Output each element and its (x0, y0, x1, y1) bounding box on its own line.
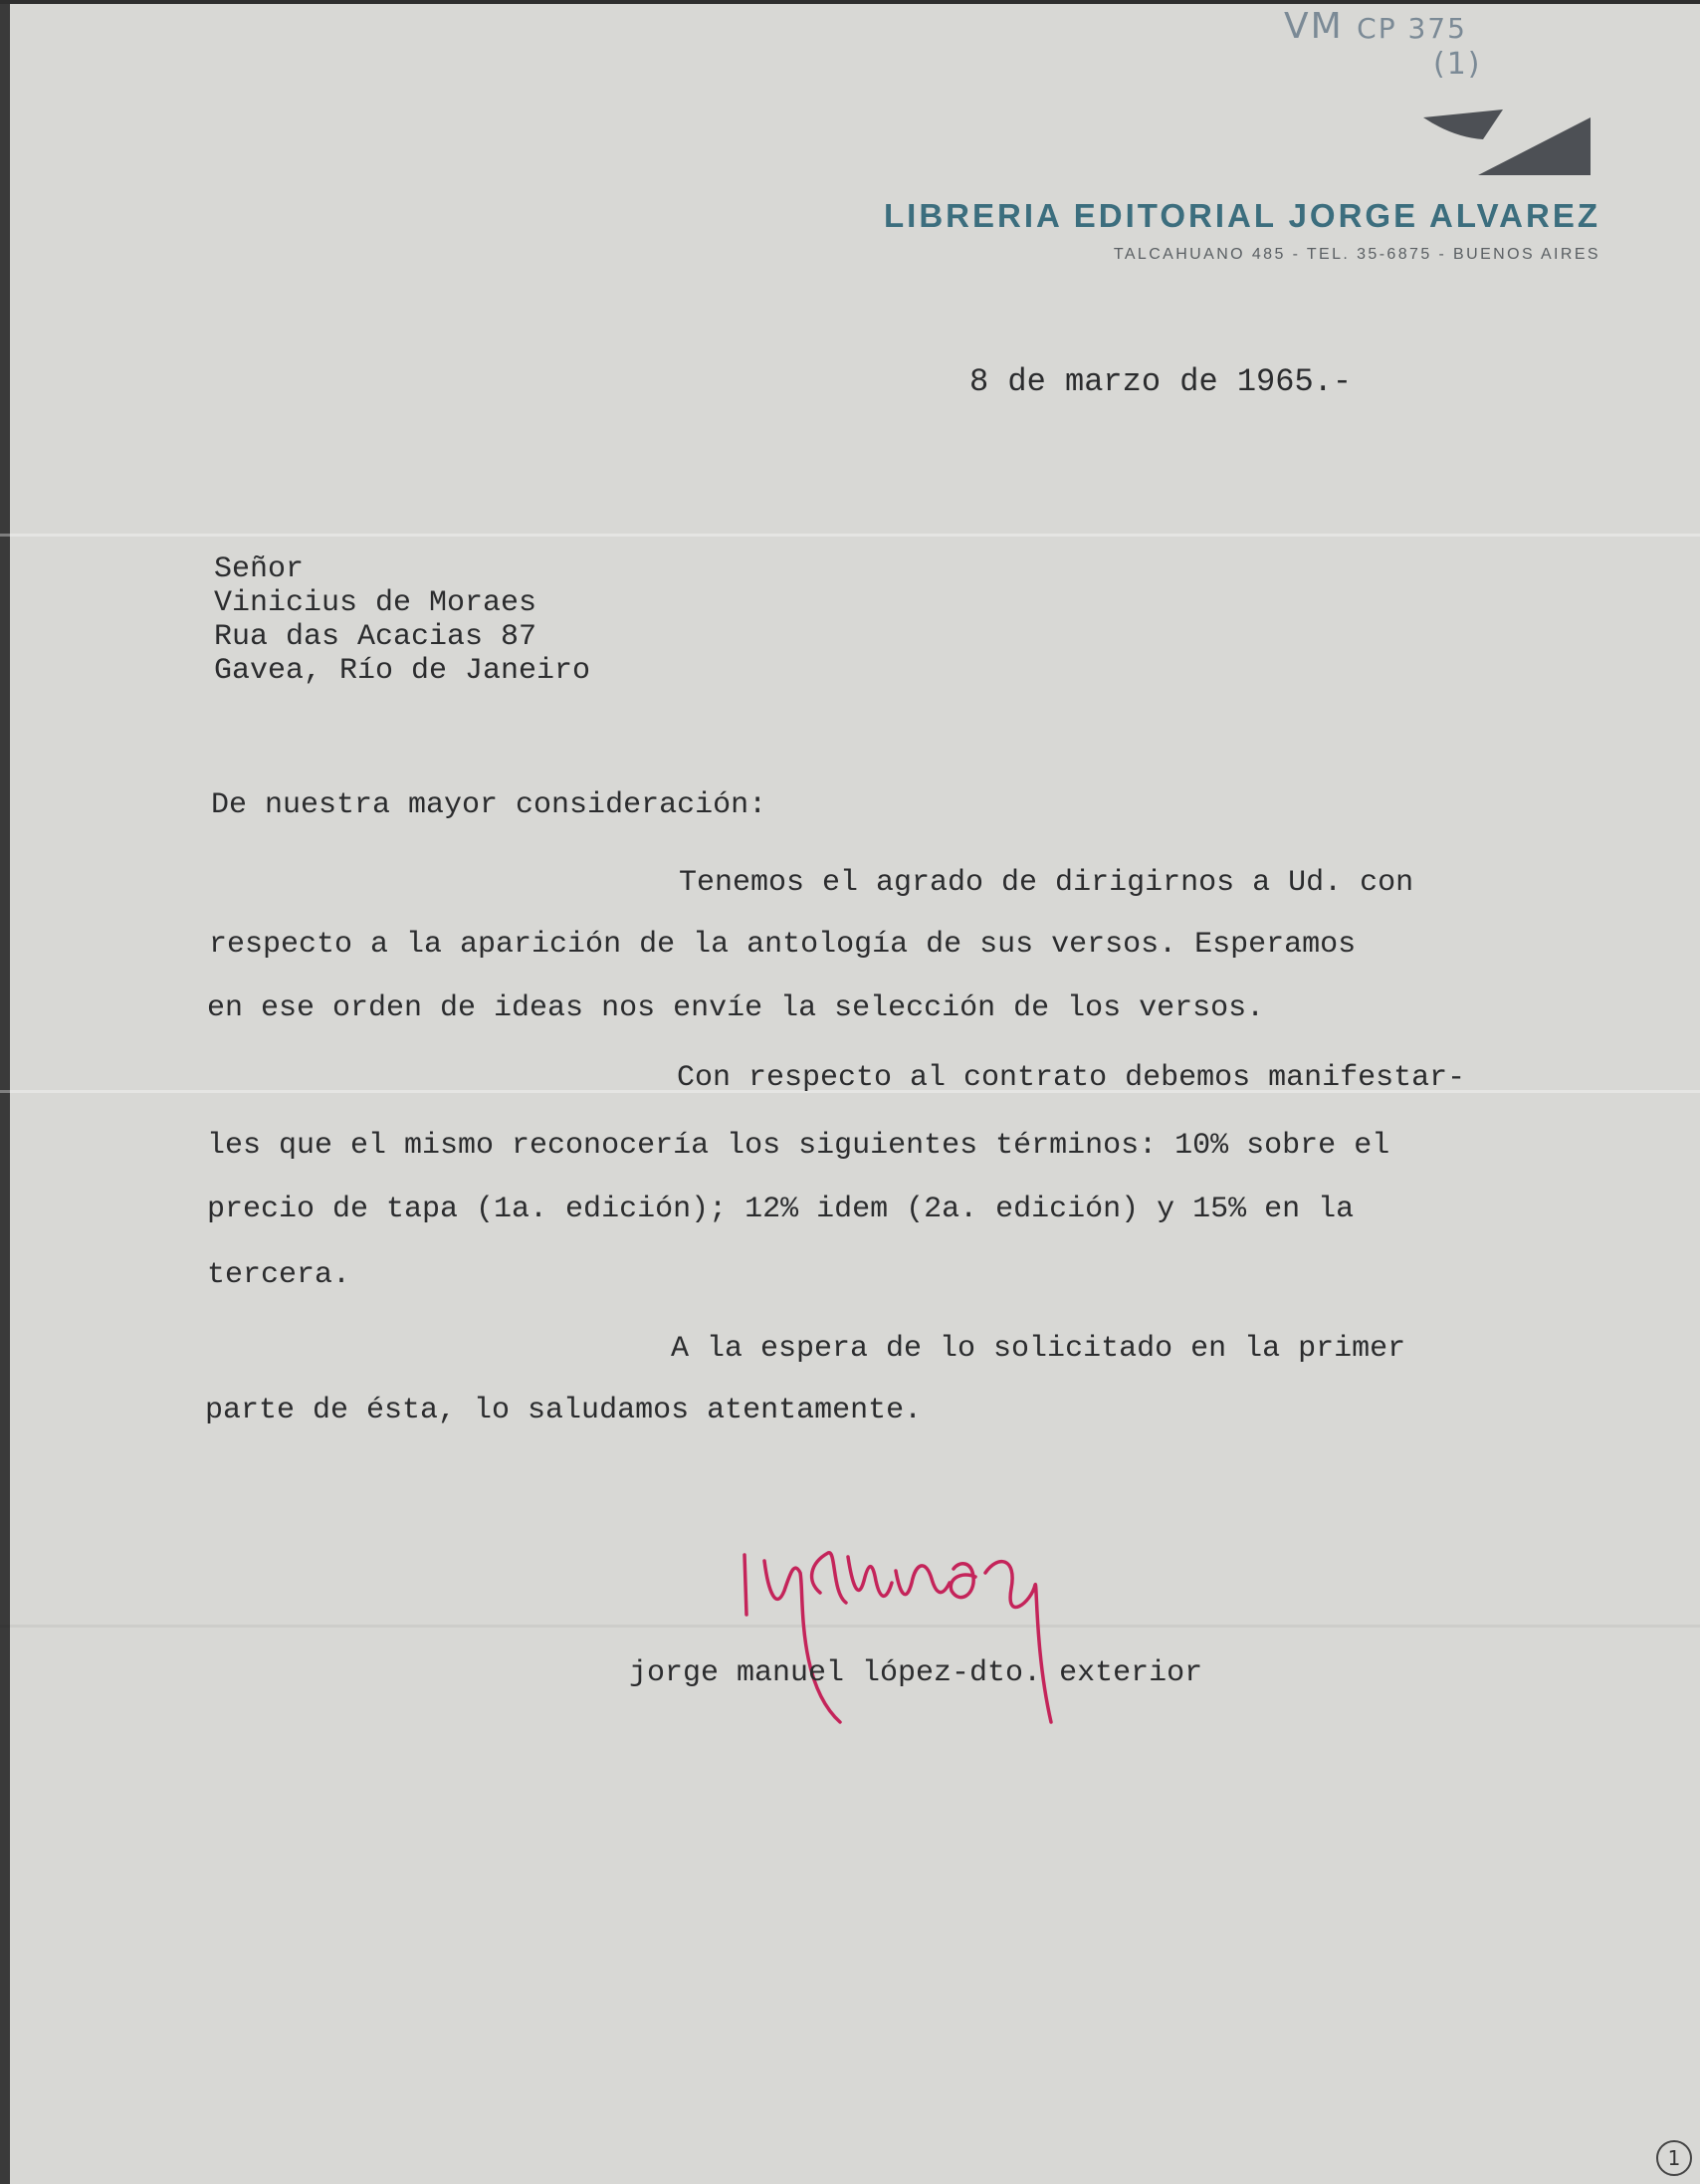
archive-sub: (1) (1433, 47, 1482, 82)
body-line: respecto a la aparición de la antología de sus versos. Esperamos (209, 928, 1357, 962)
body-line: parte de ésta, lo saludamos atentamente. (205, 1394, 923, 1427)
body-line: les que el mismo reconocería los siguientes términos: 10% sobre el (207, 1129, 1390, 1163)
triangle-logo-icon (1423, 100, 1602, 179)
recipient-line: Señor (214, 552, 305, 586)
recipient-line: Rua das Acacias 87 (214, 620, 537, 654)
signer-name: jorge manuel lópez-dto. exterior (629, 1656, 1203, 1690)
letterhead-title: LIBRERIA EDITORIAL JORGE ALVAREZ (884, 197, 1600, 234)
letter-date: 8 de marzo de 1965.- (969, 363, 1353, 400)
body-line: tercera. (207, 1258, 351, 1292)
scan-edge-top (0, 0, 1700, 4)
letterhead-address: TALCAHUANO 485 - TEL. 35-6875 - BUENOS AIRES (1113, 246, 1600, 263)
paper-fold (0, 534, 1700, 537)
recipient-line: Gavea, Río de Janeiro (214, 654, 591, 688)
body-line: precio de tapa (1a. edición); 12% idem (2a. edición) y 15% en la (207, 1193, 1355, 1226)
page-number: 1 (1656, 2140, 1692, 2176)
archive-mark (1284, 6, 1482, 82)
body-line: en ese orden de ideas nos envíe la selección de los versos. (207, 991, 1265, 1025)
body-line: A la espera de lo solicitado en la primer (671, 1332, 1406, 1366)
salutation: De nuestra mayor consideración: (211, 788, 767, 822)
archive-code: CP 375 (1357, 12, 1467, 45)
recipient-address (214, 552, 590, 688)
archive-initials: VM (1284, 6, 1344, 47)
handwritten-signature (737, 1533, 1155, 1752)
body-line: Tenemos el agrado de dirigirnos a Ud. con (679, 866, 1414, 900)
recipient-line: Vinicius de Moraes (214, 586, 537, 620)
body-line: Con respecto al contrato debemos manifestar- (677, 1061, 1466, 1095)
